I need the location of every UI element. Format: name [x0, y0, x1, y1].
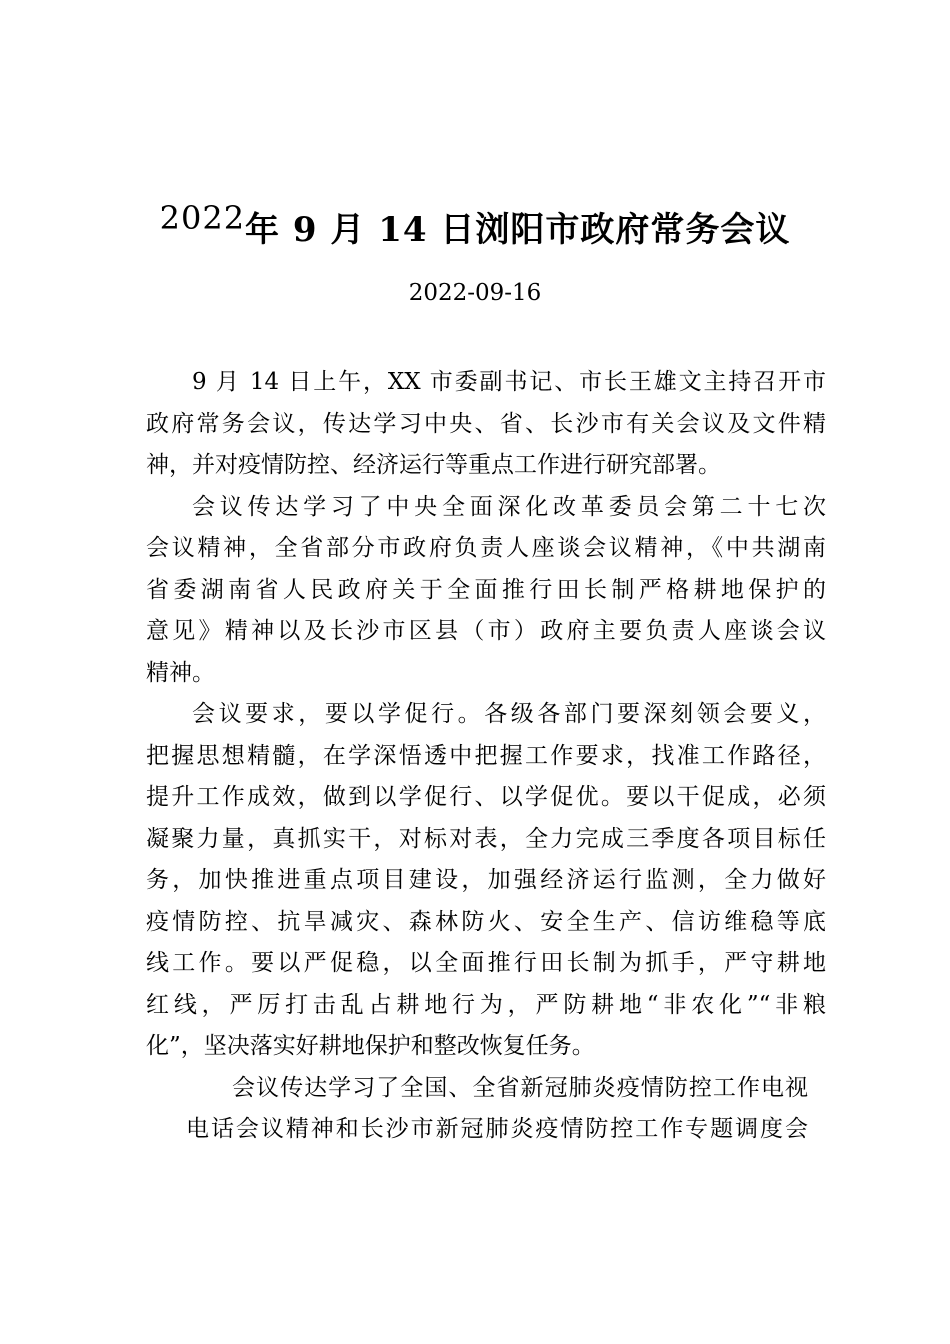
body-line: 神，并对疫情防控、经济运行等重点工作进行研究部署。: [146, 452, 721, 478]
body-line: 红线，严厉打击乱占耕地行为，严防耕地“非农化”“非粮: [146, 991, 826, 1018]
body-line: 9 月 14 日上午，XX 市委副书记、市长王雄文主持召开市: [192, 369, 826, 395]
body-line: 务，加快推进重点项目建设，加强经济运行监测，全力做好: [146, 867, 826, 893]
body-line: 意见》精神以及长沙市区县（市）政府主要负责人座谈会议: [146, 618, 826, 644]
document-title: [0, 200, 950, 260]
body-line: 政府常务会议，传达学习中央、省、长沙市有关会议及文件精: [146, 410, 826, 437]
body-line: 会议传达学习了全国、全省新冠肺炎疫情防控工作电视: [232, 1074, 808, 1101]
body-line: 线工作。要以严促稳，以全面推行田长制为抓手，严守耕地: [146, 950, 826, 976]
body-line: 疫情防控、抗旱减灾、森林防火、安全生产、信访维稳等底: [146, 908, 826, 935]
body-line: 会议传达学习了中央全面深化改革委员会第二十七次: [192, 493, 826, 520]
body-line: 省委湖南省人民政府关于全面推行田长制严格耕地保护的: [146, 576, 826, 603]
body-line: 凝聚力量，真抓实干，对标对表，全力完成三季度各项目标任: [146, 825, 826, 852]
body-line: 提升工作成效，做到以学促行、以学促优。要以干促成，必须: [146, 784, 826, 810]
body-line: 精神。: [146, 659, 215, 686]
body-line: 把握思想精髓，在学深悟透中把握工作要求，找准工作路径，: [146, 742, 826, 769]
title-text: 年 9 月 14 日浏阳市政府常务会议: [245, 210, 791, 250]
body-line: 电话会议精神和长沙市新冠肺炎疫情防控工作专题调度会: [186, 1116, 808, 1142]
document-date: 2022-09-16: [408, 280, 542, 306]
body-line: 会议精神，全省部分市政府负责人座谈会议精神，《中共湖南: [146, 535, 826, 561]
body-line: 会议要求，要以学促行。各级各部门要深刻领会要义，: [192, 701, 826, 727]
body-line: 化”，坚决落实好耕地保护和整改恢复任务。: [146, 1033, 595, 1059]
title-year: 2022: [159, 199, 246, 237]
document-body: [146, 362, 826, 1151]
